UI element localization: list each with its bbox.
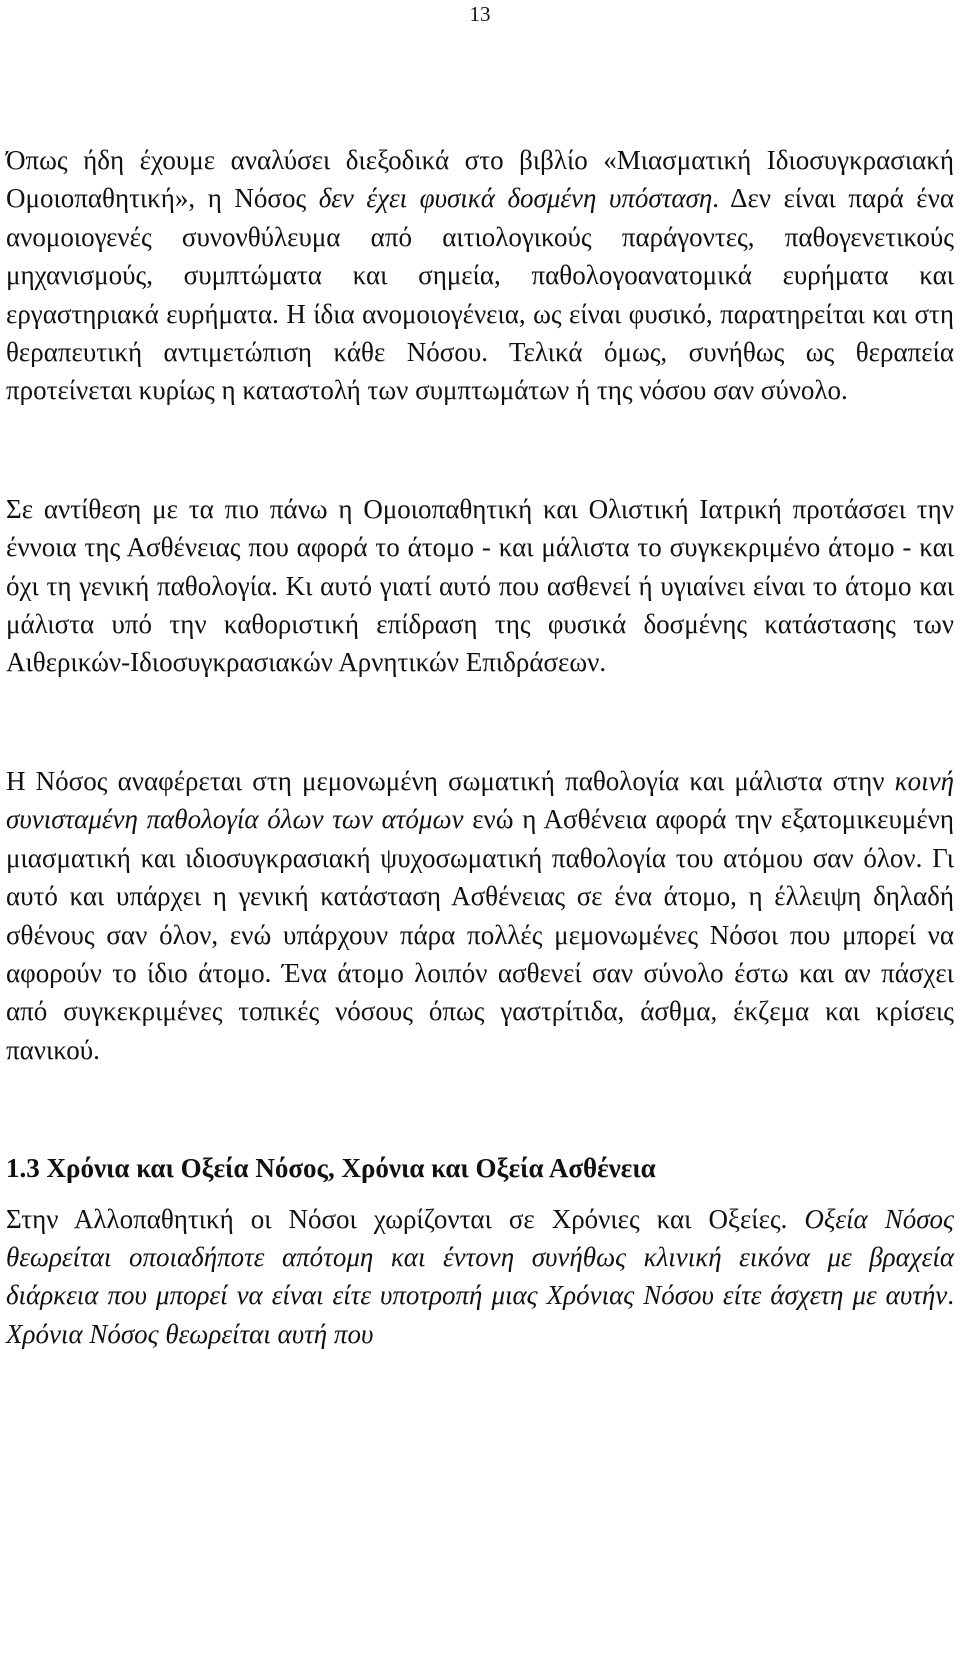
section-heading: 1.3 Χρόνια και Οξεία Νόσος, Χρόνια και Οξεία Ασθένεια bbox=[6, 1153, 656, 1184]
paragraph-1-text-b: . Δεν είναι παρά ένα ανομοιογενές συνονθύλευμα από αιτιολογικούς παράγοντες, παθογενετικούς μηχανισμούς, συμπτώματα και σημεία, παθολογοανατομικά ευρήματα και εργαστηριακά ευρήματα. Η ίδια ανομοιογένεια, ως είναι φυσικό, παρατηρείται και στη θεραπευτική αντιμετώπιση κάθε Νόσου. Τελικά όμως, συνήθως ως θεραπεία προτείνεται κυρίως η καταστολή των συμπτωμάτων ή της νόσου σαν σύνολο. bbox=[6, 183, 954, 406]
paragraph-3-text-b: ενώ η Ασθένεια αφορά την εξατομικευμένη μιασματική και ιδιοσυγκρασιακή ψυχοσωματική παθολογία του ατόμου σαν όλον. Γι αυτό και υπάρχει η γενική κατάσταση Ασθένειας σε ένα άτομο, η έλλειψη δηλαδή σθένους σαν όλον, ενώ υπάρχουν πάρα πολλές μεμονωμένες Νόσοι που μπορεί να αφορούν το ίδιο άτομο. Ένα άτομο λοιπόν ασθενεί σαν σύνολο έστω και αν πάσχει από συγκεκριμένες τοπικές νόσους όπως γαστρίτιδα, άσθμα, έκζεμα και κρίσεις πανικού. bbox=[6, 804, 954, 1065]
section-paragraph-text-b: . bbox=[947, 1280, 954, 1311]
paragraph-1-italic: δεν έχει φυσικά δοσμένη υπόσταση bbox=[318, 183, 713, 214]
paragraph-1 bbox=[6, 141, 954, 410]
paragraph-2 bbox=[6, 490, 954, 682]
paragraph-1-text-a: Όπως ήδη έχουμε αναλύσει διεξοδικά στο βιβλίο «Μιασματική Ιδιοσυγκρασιακή Ομοιοπαθητική», η Νόσος bbox=[6, 145, 954, 214]
section-paragraph-italic-b: Χρόνια Νόσος θεωρείται αυτή που bbox=[6, 1318, 374, 1349]
section-paragraph-text-a: Στην Αλλοπαθητική οι Νόσοι χωρίζονται σε Χρόνιες και Οξείες. bbox=[6, 1203, 805, 1234]
section-paragraph bbox=[6, 1200, 954, 1354]
paragraph-3 bbox=[6, 762, 954, 1069]
page-number: 13 bbox=[469, 2, 491, 26]
paragraph-3-italic: κοινή συνισταμένη παθολογία όλων των ατόμων bbox=[6, 765, 954, 835]
document-body bbox=[6, 141, 954, 1353]
section-paragraph-italic-a: Οξεία Νόσος θεωρείται οποιαδήποτε απότομη και έντονη συνήθως κλινική εικόνα με βραχεία διάρκεια που μπορεί να είναι είτε υποτροπή μιας Χρόνιας Νόσου είτε άσχετη με αυτήν bbox=[6, 1203, 954, 1311]
paragraph-3-text-a: Η Νόσος αναφέρεται στη μεμονωμένη σωματική παθολογία και μάλιστα στην bbox=[6, 765, 895, 796]
paragraph-2-text: Σε αντίθεση με τα πιο πάνω η Ομοιοπαθητική και Ολιστική Ιατρική προτάσσει την έννοια της Ασθένειας που αφορά το άτομο - και μάλιστα το συγκεκριμένο άτομο - και όχι τη γενική παθολογία. Κι αυτό γιατί αυτό που ασθενεί ή υγιαίνει είναι το άτομο και μάλιστα υπό την καθοριστική επίδραση της φυσικά δοσμένης κατάστασης των Αιθερικών-Ιδιοσυγκρασιακών Αρνητικών Επιδράσεων. bbox=[6, 493, 954, 678]
